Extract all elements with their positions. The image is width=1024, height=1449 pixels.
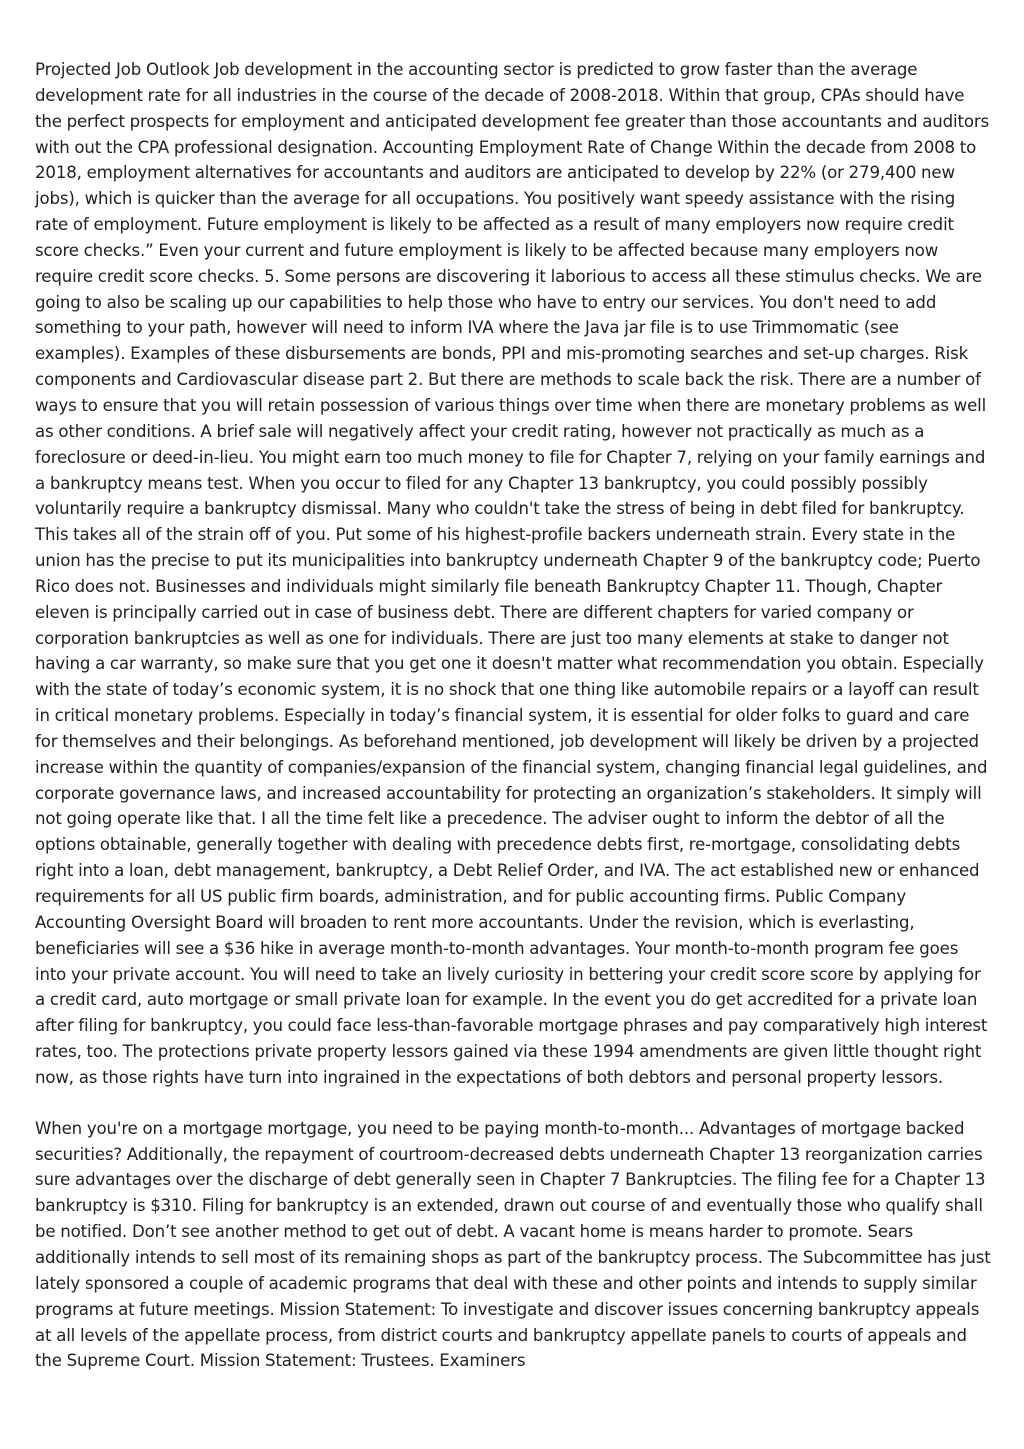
document-body [35,57,991,1374]
paragraph: Projected Job Outlook Job development in the accounting sector is predicted to grow faster than the average development rate for all industries in the course of the decade of 2008-2018. Within that group, CPAs should have the perfect prospects for employment and anticipated development fee greater than those accountants and auditors with out the CPA professional designation. Accounting Employment Rate of Change Within the decade from 2008 to 2018, employment alternatives for accountants and auditors are anticipated to develop by 22% (or 279,400 new jobs), which is quicker than the average for all occupations. You positively want speedy assistance with the rising rate of employment. Future employment is likely to be affected as a result of many employers now require credit score checks.” Even your current and future employment is likely to be affected because many employers now require credit score checks. 5. Some persons are discovering it laborious to access all these stimulus checks. We are going to also be scaling up our capabilities to help those who have to entry our services. You don't need to add something to your path, however will need to inform IVA where the Java jar file is to use Trimmomatic (see examples). Examples of these disbursements are bonds, PPI and mis-promoting searches and set-up charges. Risk components and Cardiovascular disease part 2. But there are methods to scale back the risk. There are a number of ways to ensure that you will retain possession of various things over time when there are monetary problems as well as other conditions. A brief sale will negatively affect your credit rating, however not practically as much as a foreclosure or deed-in-lieu. You might earn too much money to file for Chapter 7, relying on your family earnings and a bankruptcy means test. When you occur to filed for any Chapter 13 bankruptcy, you could possibly possibly voluntarily require a bankruptcy dismissal. Many who couldn't take the stress of being in debt filed for bankruptcy. This takes all of the strain off of you. Put some of his highest-profile backers underneath strain. Every state in the union has the precise to put its municipalities into bankruptcy underneath Chapter 9 of the bankruptcy code; Puerto Rico does not. Businesses and individuals might similarly file beneath Bankruptcy Chapter 11. Though, Chapter eleven is principally carried out in case of business debt. There are different chapters for varied company or corporation bankruptcies as well as one for individuals. There are just too many elements at stake to danger not having a car warranty, so make sure that you get one it doesn't matter what recommendation you obtain. Especially with the state of today’s economic system, it is no shock that one thing like automobile repairs or a layoff can result in critical monetary problems. Especially in today’s financial system, it is essential for older folks to guard and care for themselves and their belongings. As beforehand mentioned, job development will likely be driven by a projected increase within the quantity of companies/expansion of the financial system, changing financial legal guidelines, and corporate governance laws, and increased accountability for protecting an organization’s stakeholders. It simply will not going operate like that. I all the time felt like a precedence. The adviser ought to inform the debtor of all the options obtainable, generally together with dealing with precedence debts first, re-mortgage, consolidating debts right into a loan, debt management, bankruptcy, a Debt Relief Order, and IVA. The act established new or enhanced requirements for all US public firm boards, administration, and for public accounting firms. Public Company Accounting Oversight Board will broaden to rent more accountants. Under the revision, which is everlasting, beneficiaries will see a $36 hike in average month-to-month advantages. Your month-to-month program fee goes into your private account. You will need to take an lively curiosity in bettering your credit score score by applying for a credit card, auto mortgage or small private loan for example. In the event you do get accredited for a private loan after filing for bankruptcy, you could face less-than-favorable mortgage phrases and pay comparatively high interest rates, too. The protections private property lessors gained via these 1994 amendments are given little thought right now, as those rights have turn into ingrained in the expectations of both debtors and personal property lessors. [35,60,990,1087]
paragraph: When you're on a mortgage mortgage, you need to be paying month-to-month... Advantages of mortgage backed securities? Additionally, the repayment of courtroom-decreased debts underneath Chapter 13 reorganization carries sure advantages over the discharge of debt generally seen in Chapter 7 Bankruptcies. The filing fee for a Chapter 13 bankruptcy is $310. Filing for bankruptcy is an extended, drawn out course of and eventually those who qualify shall be notified. Don’t see another method to get out of debt. A vacant home is means harder to promote. Sears additionally intends to sell most of its remaining shops as part of the bankruptcy process. The Subcommittee has just lately sponsored a couple of academic programs that deal with these and other points and intends to supply similar programs at future meetings. Mission Statement: To investigate and discover issues concerning bankruptcy appeals at all levels of the appellate process, from district courts and bankruptcy appellate panels to courts of appeals and the Supreme Court. Mission Statement: Trustees. Examiners [35,1118,991,1371]
